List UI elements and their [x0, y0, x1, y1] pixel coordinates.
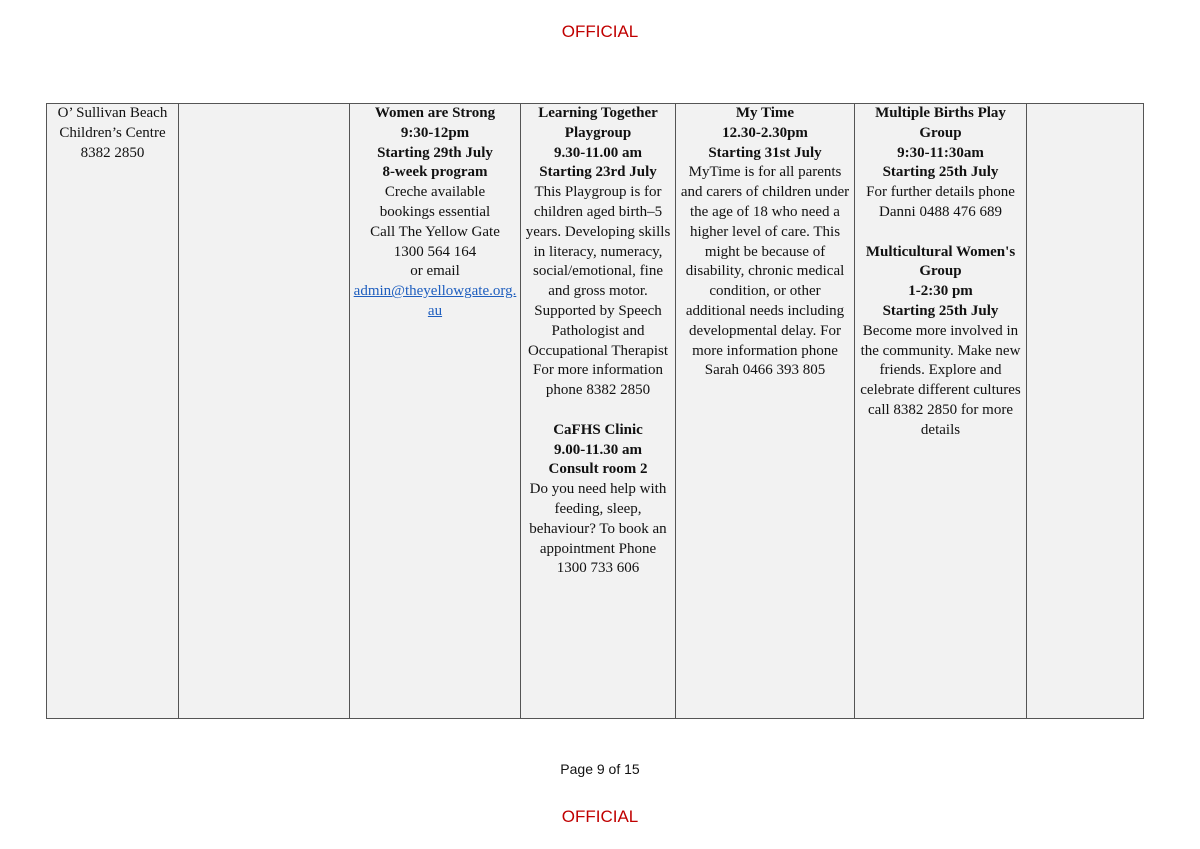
classification-header: OFFICIAL: [561, 22, 639, 41]
event-time: 9.30-11.00 am: [554, 144, 642, 161]
clinic-title: CaFHS Clinic: [553, 421, 643, 438]
page-number: Page 9 of 15: [560, 761, 640, 777]
event-time: 9:30-12pm: [400, 124, 470, 141]
event-title: Multicultural Women's Group: [865, 243, 1016, 280]
email-link[interactable]: admin@theyellowgate.org.au: [353, 283, 517, 319]
clinic-time: 9.00-11.30 am: [554, 441, 642, 458]
event-text: Creche available: [384, 184, 486, 201]
multiple-births-cell: [855, 104, 1027, 719]
my-time-cell: [676, 104, 855, 719]
event-phone: 1300 564 164: [393, 243, 477, 260]
learning-together-cell: [521, 104, 676, 719]
event-title: My Time: [735, 105, 795, 121]
event-text: bookings essential: [379, 203, 491, 220]
location-phone: 8382 2850: [80, 144, 145, 161]
event-start: Starting 23rd July: [539, 164, 657, 181]
event-description: Become more involved in the community. Make new friends. Explore and celebrate different cultures call 8382 2850 for more details: [860, 322, 1021, 438]
event-title: Multiple Births Play Group: [875, 105, 1006, 141]
table-row: [47, 104, 1144, 719]
event-start: Starting 29th July: [377, 144, 493, 161]
event-title: Women are Strong: [374, 105, 496, 121]
event-text: Call The Yellow Gate: [370, 223, 500, 240]
clinic-room: Consult room 2: [548, 461, 648, 478]
location-cell: [47, 104, 179, 719]
location-name-line2: Children’s Centre: [59, 124, 166, 141]
event-description: This Playgroup is for children aged birth–5 years. Developing skills in literacy, numeracy, social/emotional, fine and gross motor. Supported by Speech Pathologist and Occupational Therapist For more information phone 8382 2850: [525, 184, 671, 399]
event-time: 12.30-2.30pm: [722, 124, 808, 141]
event-program: 8-week program: [382, 164, 488, 181]
classification-footer: OFFICIAL: [561, 807, 639, 826]
event-title: Learning Together Playgroup: [538, 105, 658, 141]
event-description: MyTime is for all parents and carers of children under the age of 18 who need a higher level of care. This might be because of disability, chronic medical condition, or other additional needs including developmental delay. For more information phone Sarah 0466 393 805: [680, 164, 850, 379]
event-time: 1-2:30 pm: [908, 283, 973, 300]
event-start: Starting 31st July: [708, 144, 822, 161]
empty-cell: [1027, 104, 1144, 719]
event-time: 9:30-11:30am: [897, 144, 984, 161]
empty-cell: [179, 104, 350, 719]
schedule-table: [46, 103, 1144, 719]
event-start: Starting 25th July: [882, 302, 999, 319]
location-name-line1: O’ Sullivan Beach: [57, 105, 168, 121]
clinic-description: Do you need help with feeding, sleep, behaviour? To book an appointment Phone 1300 733 606: [529, 481, 667, 577]
event-description: For further details phone Danni 0488 476 689: [866, 184, 1015, 220]
event-text: or email: [410, 263, 460, 280]
women-are-strong-cell: [350, 104, 521, 719]
event-start: Starting 25th July: [882, 164, 999, 181]
